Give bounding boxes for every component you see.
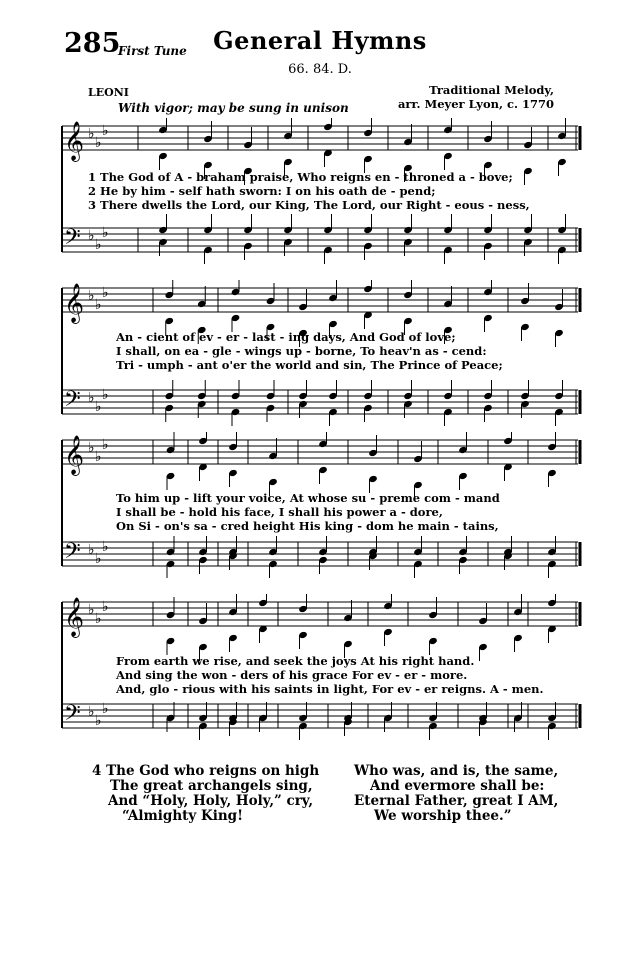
verse-line: “Almighty King!	[122, 808, 243, 824]
section-title: General Hymns	[213, 26, 427, 55]
tempo-direction: With vigor; may be sung in unison	[118, 101, 349, 115]
composer-line-1: Traditional Melody,	[429, 83, 554, 97]
verse-number: 4	[92, 763, 102, 779]
verse-line: We worship thee.”	[374, 808, 512, 824]
flat-sign: ♭	[95, 551, 102, 567]
flat-sign: ♭	[95, 449, 102, 465]
flat-sign: ♭	[95, 399, 102, 415]
bass-clef: 𝄢	[64, 225, 81, 255]
composer-line-2: arr. Meyer Lyon, c. 1770	[397, 97, 554, 111]
flat-sign: ♭	[95, 611, 102, 627]
meter: 66. 84. D.	[288, 62, 352, 77]
flat-sign: ♭	[102, 285, 109, 301]
flat-sign: ♭	[102, 701, 109, 717]
bass-clef: 𝄢	[64, 387, 81, 417]
flat-sign: ♭	[88, 288, 95, 304]
flat-sign: ♭	[88, 228, 95, 244]
lyric-line: To him up - lift your voice, At whose su - preme com - mand	[116, 491, 500, 505]
treble-clef: 𝄞	[64, 597, 85, 637]
flat-sign: ♭	[88, 390, 95, 406]
flat-sign: ♭	[102, 123, 109, 139]
flat-sign: ♭	[88, 704, 95, 720]
tune-name: LEONI	[88, 86, 129, 99]
lyric-line: From earth we rise, and seek the joys At his right hand.	[116, 654, 475, 668]
verse-line: And evermore shall be:	[370, 778, 545, 794]
lyric-line: I shall, on ea - gle - wings up - borne, To heav'n as - cend:	[116, 344, 487, 358]
bass-clef: 𝄢	[64, 701, 81, 731]
flat-sign: ♭	[95, 713, 102, 729]
flat-sign: ♭	[88, 542, 95, 558]
verse-line: Eternal Father, great I AM,	[354, 793, 559, 809]
flat-sign: ♭	[102, 539, 109, 555]
verse-line: And “Holy, Holy, Holy,” cry,	[108, 793, 314, 809]
verse-line: The God who reigns on high	[106, 763, 320, 779]
verse-4-right	[354, 764, 558, 824]
flat-sign: ♭	[88, 440, 95, 456]
lyric-line: And sing the won - ders of his grace For ev - er - more.	[116, 668, 468, 682]
flat-sign: ♭	[102, 437, 109, 453]
flat-sign: ♭	[95, 297, 102, 313]
lyric-line: On Si - on's sa - cred height His king - dom he main - tains,	[116, 519, 499, 533]
flat-sign: ♭	[102, 225, 109, 241]
verse-line: The great archangels sing,	[110, 778, 313, 794]
verse-4-left	[92, 764, 319, 824]
lyric-line: 2 He by him - self hath sworn: I on his oath de - pend;	[88, 184, 436, 198]
lyric-line: I shall be - hold his face, I shall his power a - dore,	[116, 505, 443, 519]
bass-clef: 𝄢	[64, 539, 81, 569]
treble-clef: 𝄞	[64, 121, 85, 161]
page-number: 285	[64, 28, 121, 59]
flat-sign: ♭	[88, 602, 95, 618]
flat-sign: ♭	[95, 135, 102, 151]
tune-label: First Tune	[118, 44, 187, 58]
verse-line: Who was, and is, the same,	[354, 763, 559, 779]
lyric-line: An - cient of ev - er - last - ing days, And God of love;	[116, 330, 456, 344]
lyric-line: And, glo - rious with his saints in light, For ev - er reigns. A - men.	[116, 682, 544, 696]
treble-clef: 𝄞	[64, 435, 85, 475]
flat-sign: ♭	[102, 599, 109, 615]
treble-clef: 𝄞	[64, 283, 85, 323]
flat-sign: ♭	[95, 237, 102, 253]
composer-credit	[398, 83, 554, 111]
lyric-line: 3 There dwells the Lord, our King, The Lord, our Right - eous - ness,	[88, 198, 530, 212]
lyric-line: Tri - umph - ant o'er the world and sin, The Prince of Peace;	[116, 358, 503, 372]
flat-sign: ♭	[88, 126, 95, 142]
flat-sign: ♭	[102, 387, 109, 403]
lyric-line: 1 The God of A - braham praise, Who reigns en - throned a - bove;	[88, 170, 513, 184]
